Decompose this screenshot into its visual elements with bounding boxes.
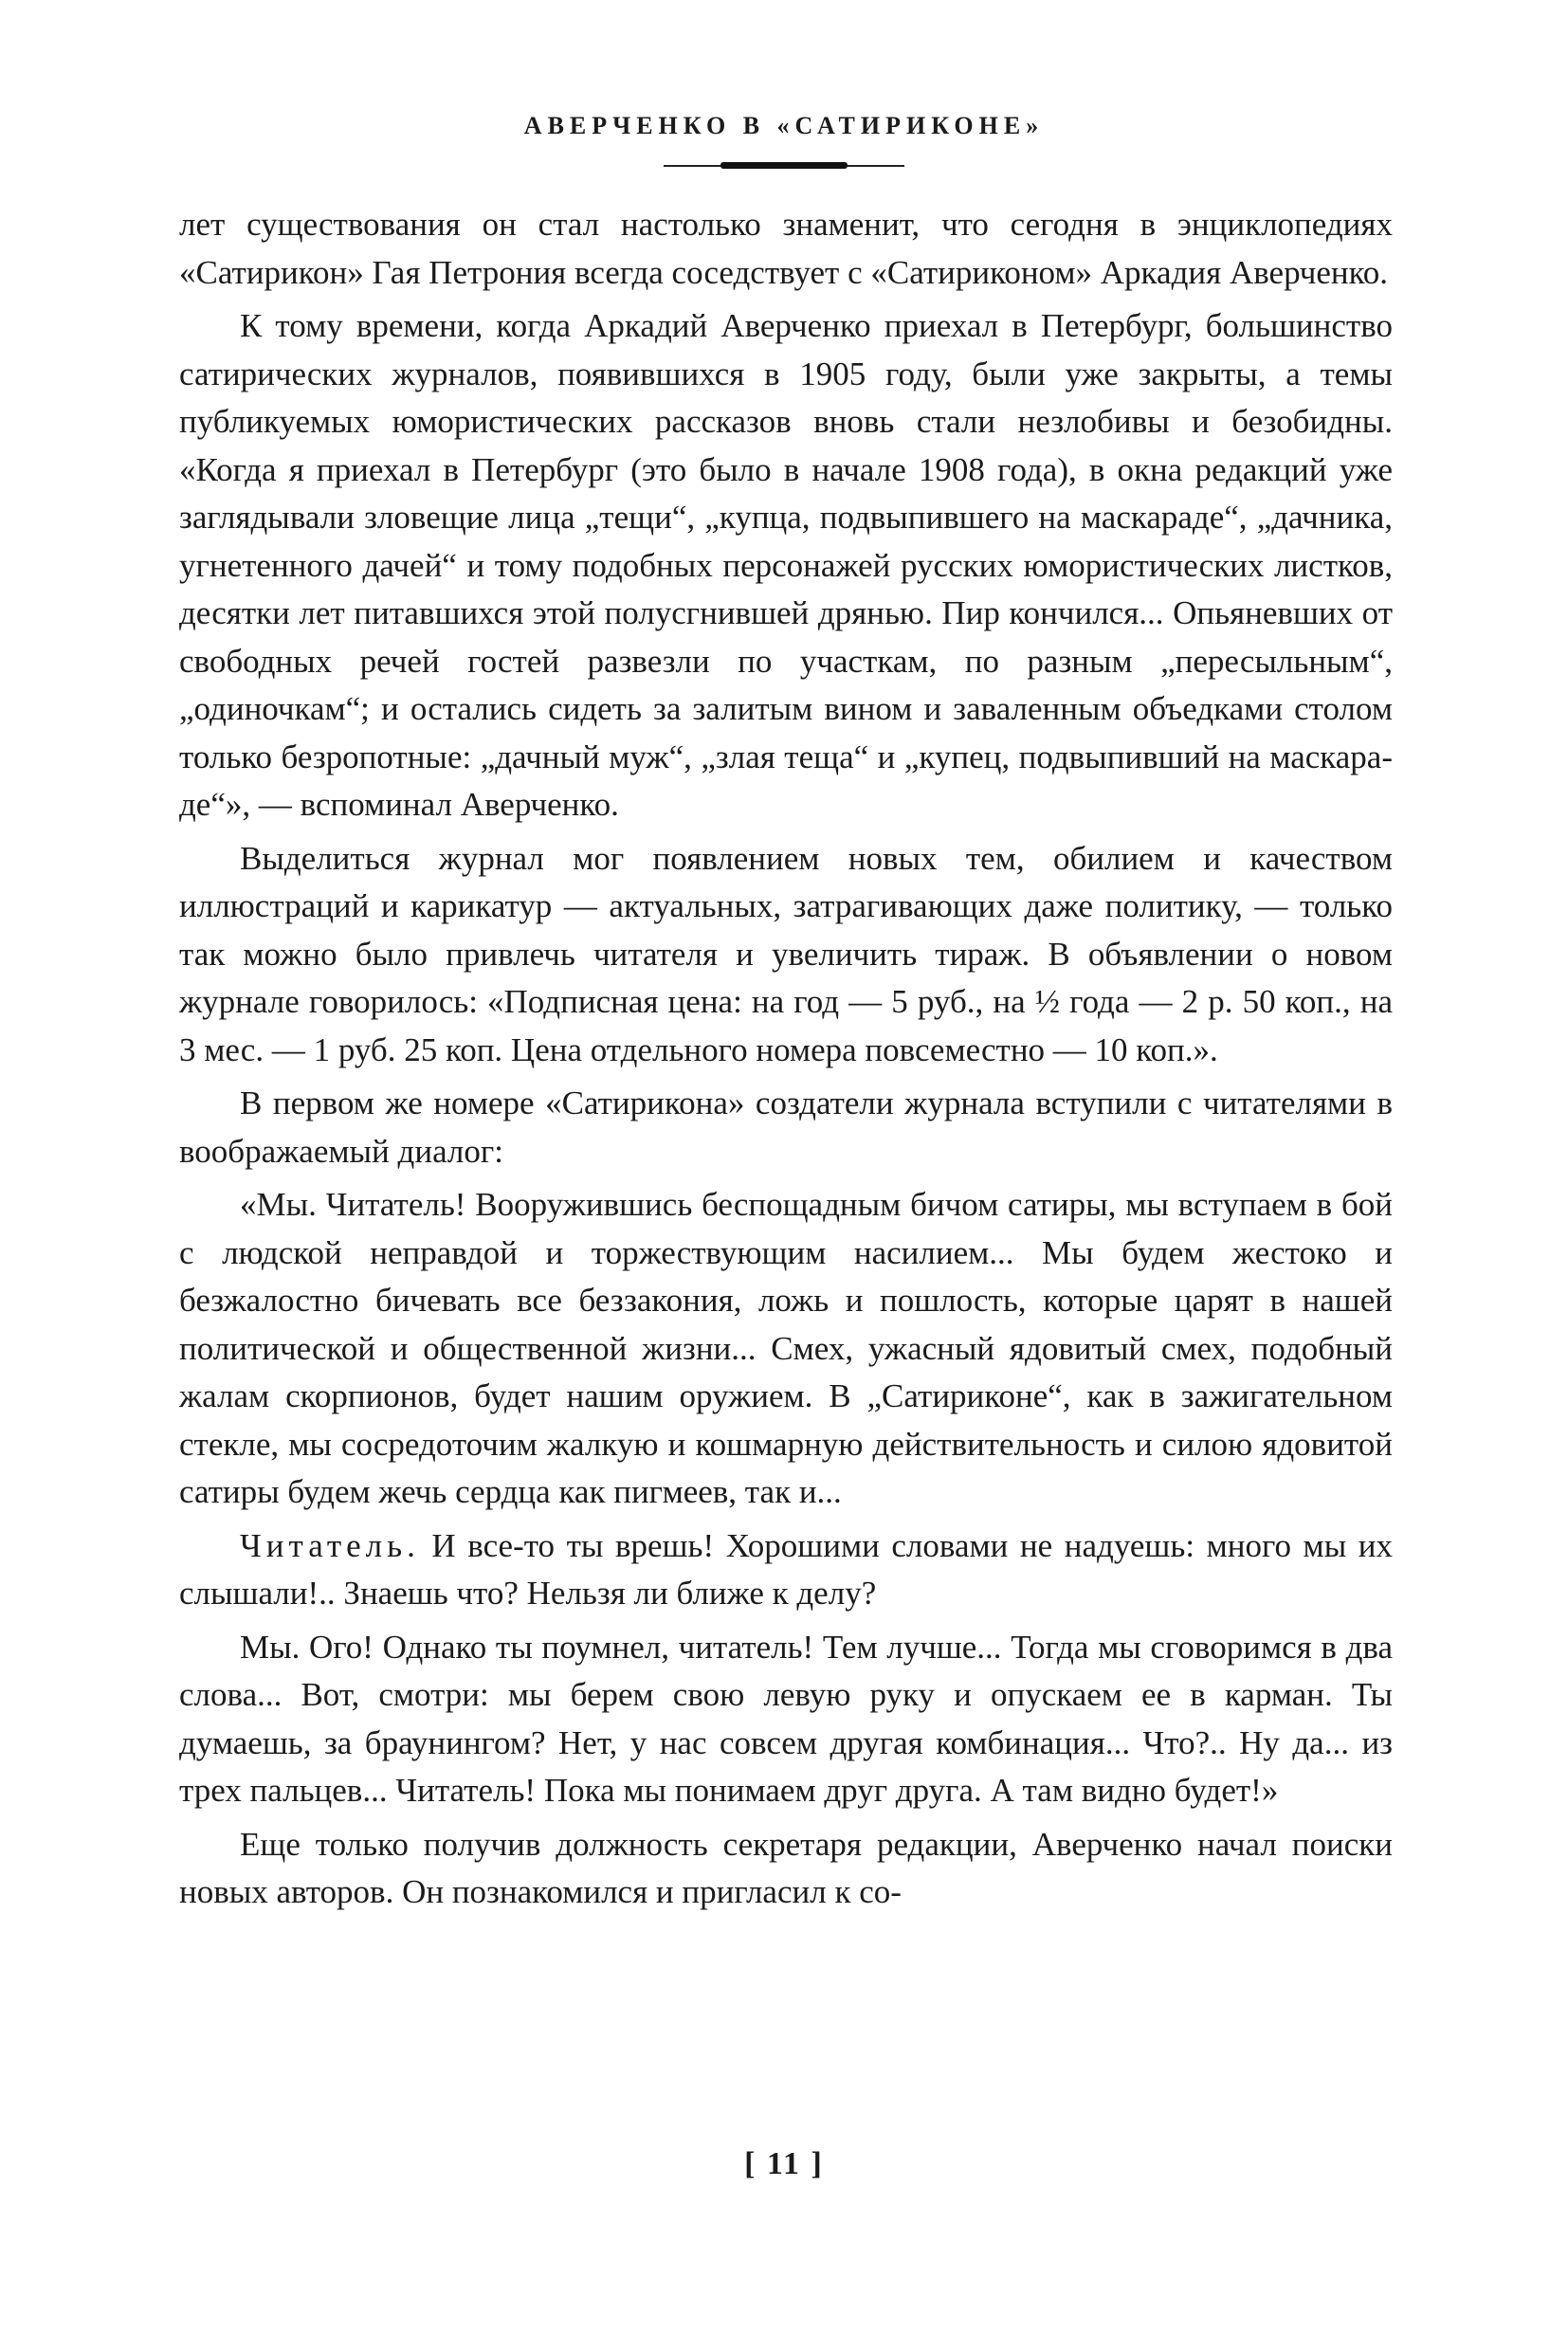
paragraph-2: К тому времени, когда Аркадий Аверченко приехал в Петербург, большинство сатирических журналов, появившихся в 1905 году, были уже закрыты, а темы публикуемых юмористических рассказов вновь стали незлобивы и безобидны. «Когда я приехал в Петербург (это было в начале 1908 года), в окна редакций уже заглядывали зловещие лица „тещи“, „купца, подвыпившего на маскараде“, „дачника, угнетенного дачей“ и тому подобных персонажей русских юмористических листков, десятки лет питавшихся этой полусгнившей дрянью. Пир кончился... Опьяневших от свободных речей гостей развезли по участкам, по разным „пересыльным“, „одиночкам“; и остались сидеть за залитым вином и заваленным объедками столом только безропотные: „дачный муж“, „злая теща“ и „купец, подвыпивший на маскараде“», — вспоминал Аверченко. [179, 307, 1393, 823]
paragraph-3: Выделиться журнал мог появлением новых тем, обилием и качеством иллюстраций и карикатур — актуальных, затрагивающих даже политику, — только так можно было привлечь читателя и увеличить тираж. В объявлении о новом журнале говорилось: «Подписная цена: на год — 5 руб., на ½ года — 2 р. 50 коп., на 3 мес. — 1 руб. 25 коп. Цена отдельного номера повсеместно — 10 коп.». [179, 839, 1393, 1068]
paragraph-5: «Мы. Читатель! Вооружившись беспощадным бичом сатиры, мы вступаем в бой с людской неправдой и торжествующим насилием... Мы будем жестоко и безжалостно бичевать все беззакония, ложь и пошлость, которые царят в нашей политической и общественной жизни... Смех, ужасный ядовитый смех, подобный жалам скорпионов, будет нашим оружием. В „Сатириконе“, как в зажигательном стекле, мы сосредоточим жалкую и кошмарную действительность и силою ядовитой сатиры будем жечь сердца как пигмеев, так и... [179, 1186, 1393, 1510]
paragraph-1: лет существования он стал настолько знаменит, что сегодня в энциклопедиях «Сатирикон» Гая Петрония всегда соседствует с «Сатириконом» Аркадия Аверченко. [179, 206, 1393, 291]
running-title: АВЕРЧЕНКО В «САТИРИКОНЕ» [523, 112, 1045, 139]
header-rule-ornament [720, 162, 848, 169]
paragraph-6-text: И все-то ты врешь! Хорошими словами не надуешь: много мы их слышали!.. Знаешь что? Нельзя ли ближе к делу? [179, 1526, 1393, 1612]
page-number: [ 11 ] [744, 2146, 824, 2181]
paragraph-7: Мы. Ого! Однако ты поумнел, читатель! Тем лучше... Тогда мы сговоримся в два слова... Вот, смотри: мы берем свою левую руку и опускаем ее в карман. Ты думаешь, за браунингом? Нет, у нас совсем другая комбинация... Что?.. Ну да... из трех пальцев... Читатель! Пока мы понимаем друг друга. А там видно будет!» [179, 1628, 1393, 1809]
speaker-label: Читатель. [240, 1526, 420, 1564]
paragraph-6 [179, 1522, 1393, 1618]
paragraph-4: В первом же номере «Сатирикона» создатели журнала вступили с читателями в воображаемый диалог: [179, 1084, 1393, 1170]
body-text [179, 201, 1393, 1917]
paragraph-8: Еще только получив должность секретаря редакции, Аверченко начал поиски новых авторов. Он познакомился и пригласил к со- [179, 1825, 1393, 1910]
